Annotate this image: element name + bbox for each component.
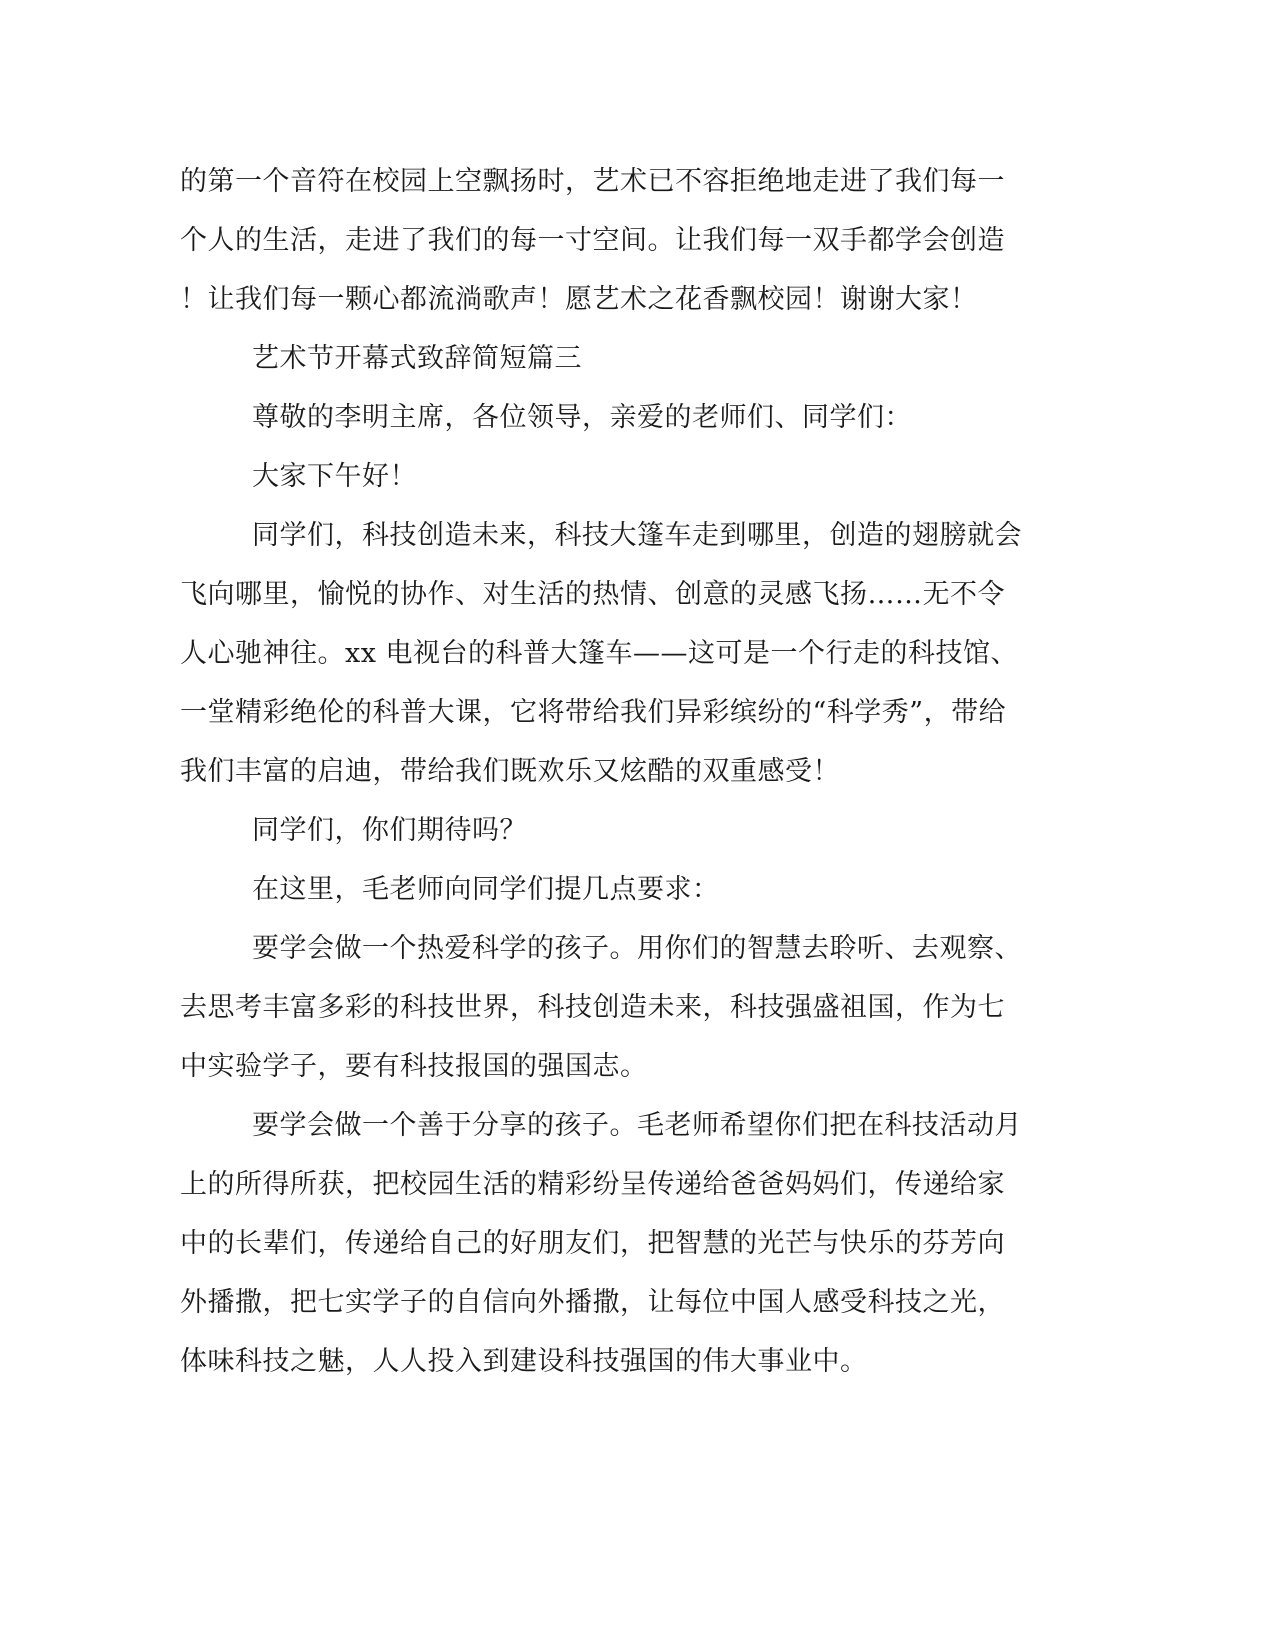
text-line: 的第一个音符在校园上空飘扬时，艺术已不容拒绝地走进了我们每一 xyxy=(180,166,1005,197)
text-line: 个人的生活，走进了我们的每一寸空间。让我们每一双手都学会创造 xyxy=(180,225,1005,256)
text-line: 飞向哪里，愉悦的协作、对生活的热情、创意的灵感飞扬……无不令 xyxy=(180,579,1005,610)
text-line: 上的所得所获，把校园生活的精彩纷呈传递给爸爸妈妈们，传递给家 xyxy=(180,1169,1005,1200)
text-line: 我们丰富的启迪，带给我们既欢乐又炫酷的双重感受！ xyxy=(180,756,840,787)
text-line: 外播撒，把七实学子的自信向外播撒，让每位中国人感受科技之光， xyxy=(180,1287,1005,1318)
text-line: 中的长辈们，传递给自己的好朋友们，把智慧的光芒与快乐的芬芳向 xyxy=(180,1228,1005,1259)
section-heading: 艺术节开幕式致辞简短篇三 xyxy=(252,343,582,374)
text-line: 体味科技之魅，人人投入到建设科技强国的伟大事业中。 xyxy=(180,1346,868,1377)
text-line: 在这里，毛老师向同学们提几点要求： xyxy=(252,874,720,905)
text-line: 一堂精彩绝伦的科普大课，它将带给我们异彩缤纷的“科学秀”，带给 xyxy=(180,697,1007,728)
salutation: 尊敬的李明主席，各位领导，亲爱的老师们、同学们： xyxy=(252,402,912,433)
text-line: 同学们，科技创造未来，科技大篷车走到哪里，创造的翅膀就会 xyxy=(252,520,1022,551)
text-line: 人心驰神往。xx 电视台的科普大篷车——这可是一个行走的科技馆、 xyxy=(180,638,1019,669)
text-line: 同学们，你们期待吗？ xyxy=(252,815,527,846)
text-line: 要学会做一个热爱科学的孩子。用你们的智慧去聆听、去观察、 xyxy=(252,933,1022,964)
text-line: ！让我们每一颗心都流淌歌声！愿艺术之花香飘校园！谢谢大家！ xyxy=(180,284,978,315)
text-line: 去思考丰富多彩的科技世界，科技创造未来，科技强盛祖国，作为七 xyxy=(180,992,1005,1023)
text-line: 中实验学子，要有科技报国的强国志。 xyxy=(180,1051,648,1082)
text-line: 要学会做一个善于分享的孩子。毛老师希望你们把在科技活动月 xyxy=(252,1110,1022,1141)
greeting: 大家下午好！ xyxy=(252,461,417,492)
